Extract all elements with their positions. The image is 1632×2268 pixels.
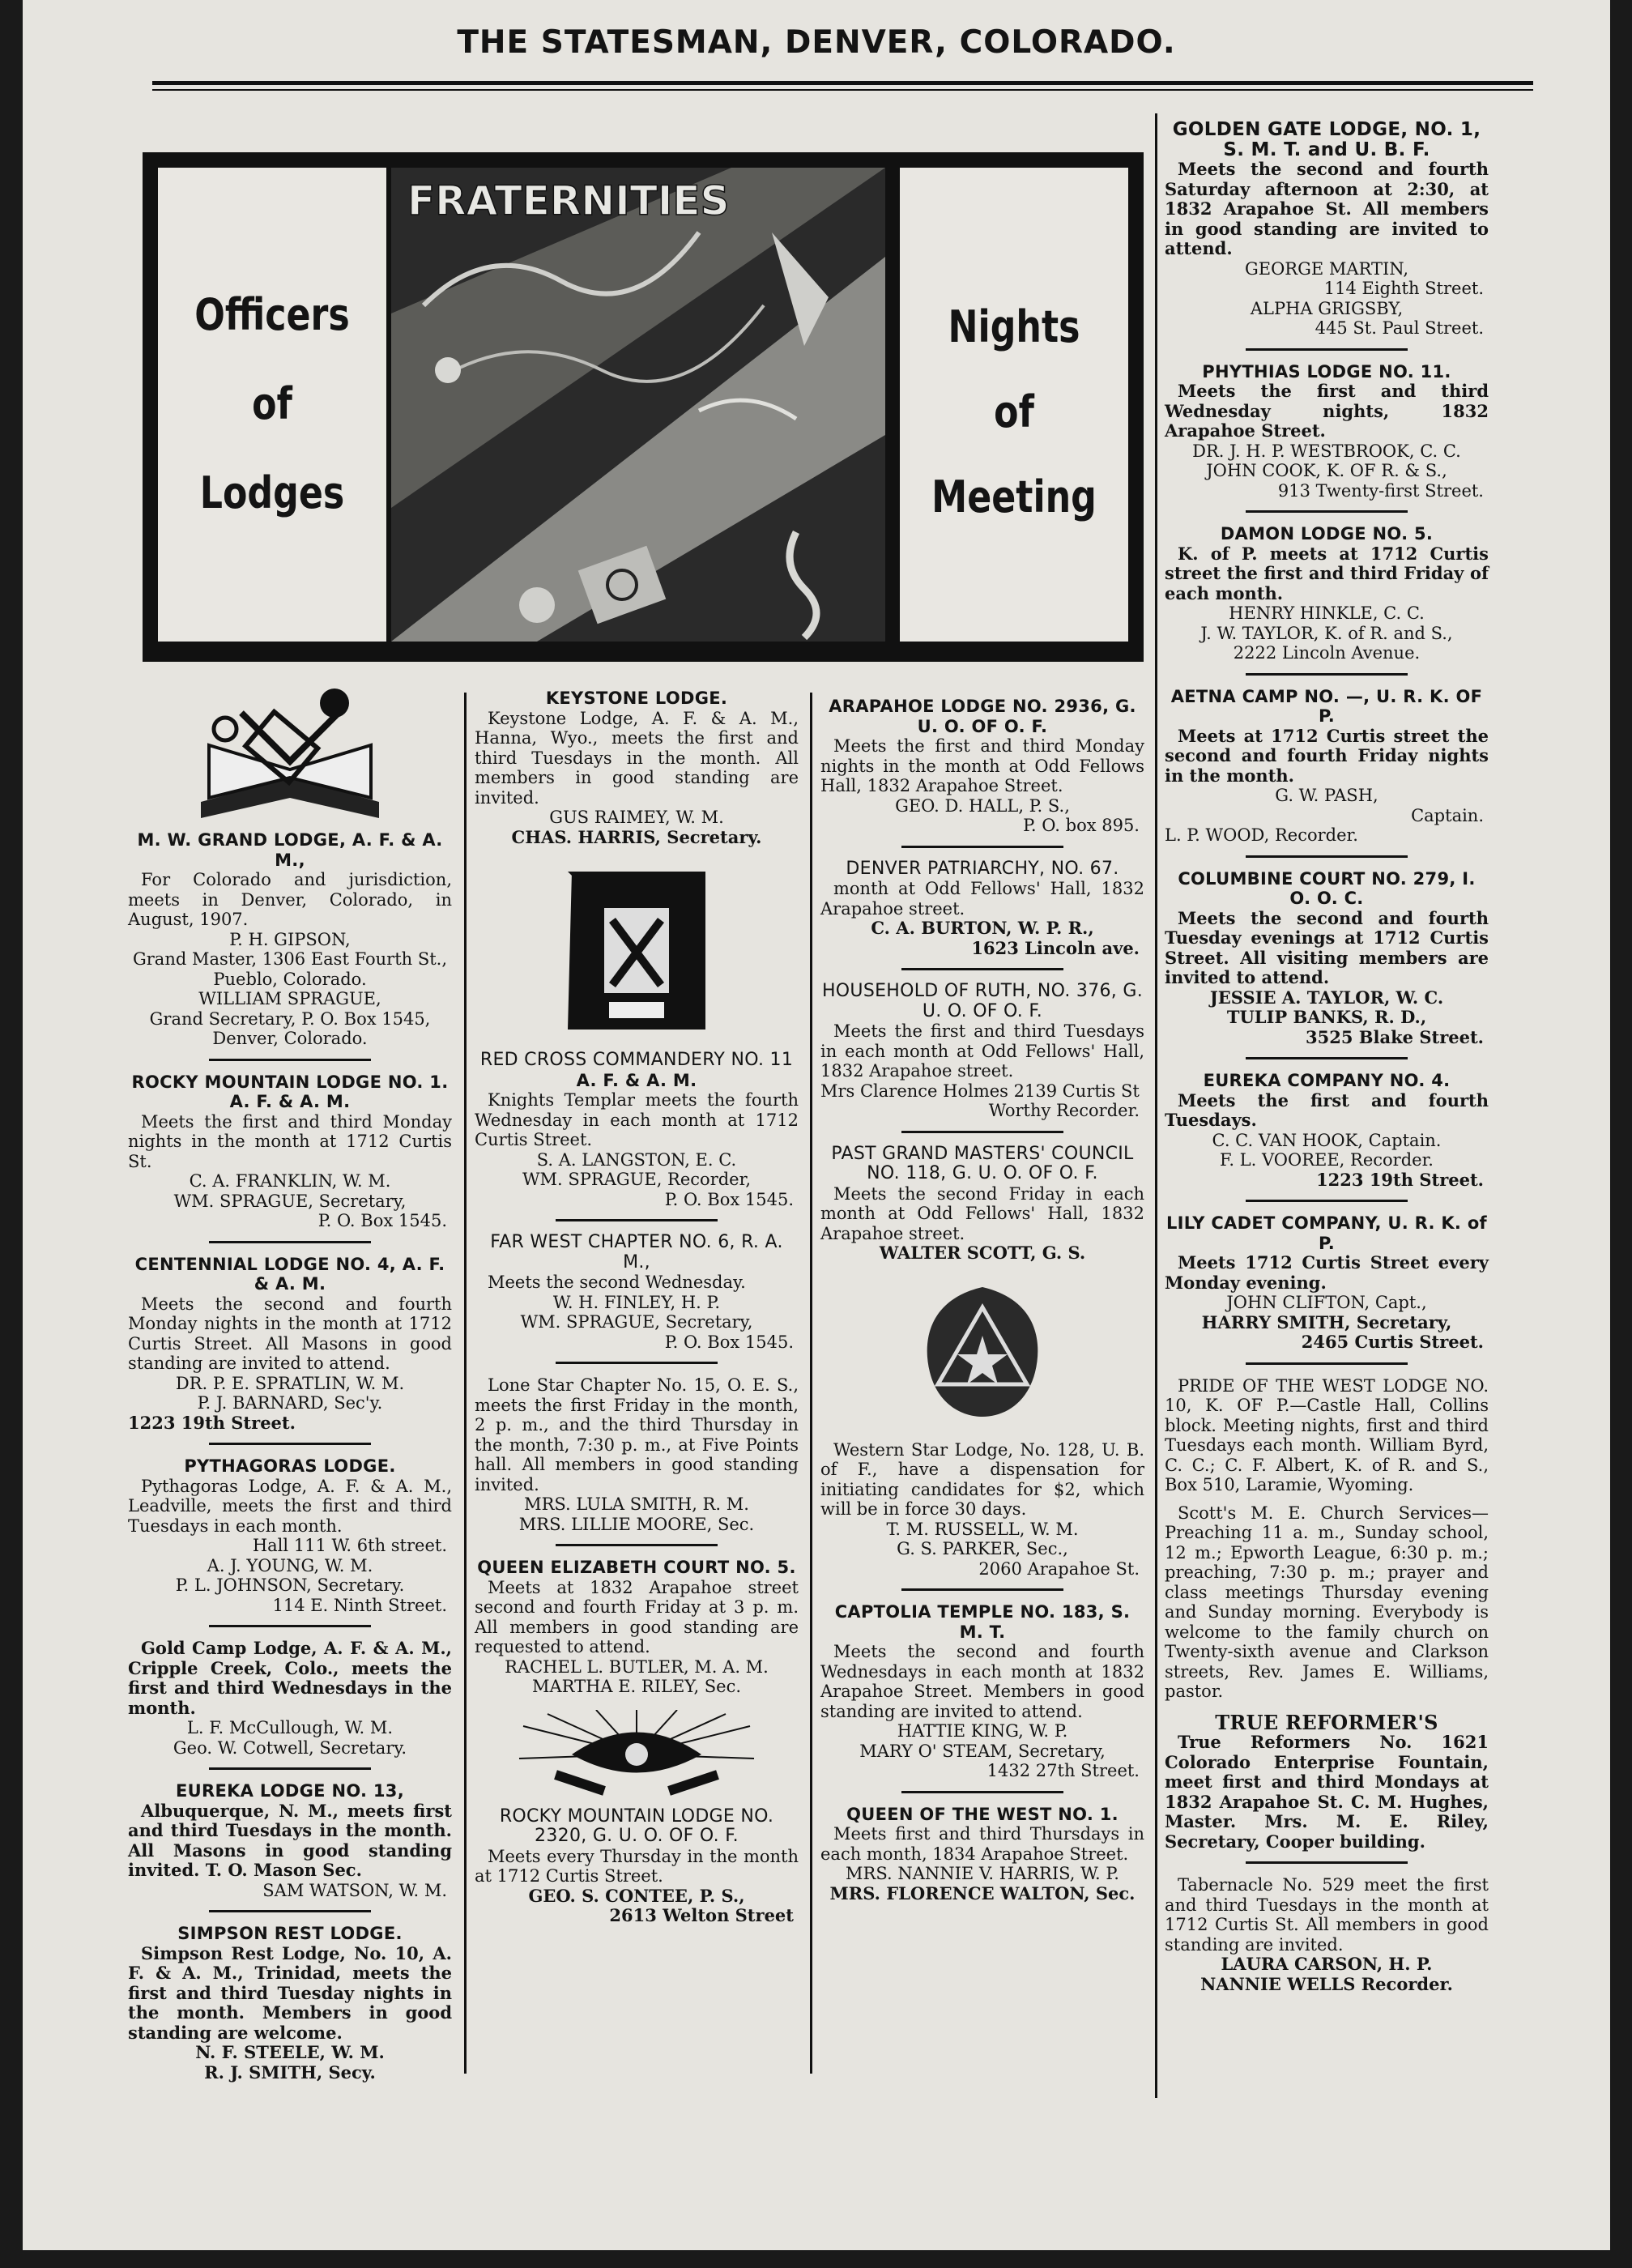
listing-captolia-temple: CAPTOLIA TEMPLE NO. 183, S. M. T. Meets the second and fourth Wednesdays in each month at 1832 Arapahoe Street. Members in good standing are invited to attend. HATTIE KING, W. P. MARY O' STEAM, Secretary, 1432 27th Street. xyxy=(820,1602,1144,1780)
column-2 xyxy=(475,688,799,1929)
listing-grand-lodge: M. W. GRAND LODGE, A. F. & A. M., For Colorado and jurisdiction, meets in Denver, Colorado, in August, 1907. P. H. GIPSON, Grand Master, 1306 East Fourth St., Pueblo, Colorado. WILLIAM SPRAGUE, Grand Secretary, P. O. Box 1545, Denver, Colorado. xyxy=(128,830,452,1048)
listing-household-of-ruth: HOUSEHOLD OF RUTH, NO. 376, G. U. O. OF O. F. Meets the first and third Tuesdays in each month at Odd Fellows' Hall, 1832 Arapahoe street. Mrs Clarence Holmes 2139 Curtis St Worthy Recorder. xyxy=(820,981,1144,1120)
banner-right-line-2: of xyxy=(994,386,1034,437)
separator xyxy=(209,1910,371,1912)
listing-keystone: KEYSTONE LODGE. Keystone Lodge, A. F. & A. M., Hanna, Wyo., meets the first and third Tuesdays in the month. All members in good standing are invited. GUS RAIMEY, W. M. CHAS. HARRIS, Secretary. xyxy=(475,688,799,847)
masonic-bible-icon xyxy=(185,680,395,830)
separator xyxy=(1246,1057,1408,1059)
column-rule-1 xyxy=(464,693,467,2074)
listing-true-reformers: TRUE REFORMER'S True Reformers No. 1621 Colorado Enterprise Fountain, meet first and third Mondays at 1832 Arapahoe St. C. M. Hughes, Master. Mrs. M. E. Riley, Secretary, Cooper building. xyxy=(1165,1710,1489,1852)
column-rule-2 xyxy=(810,693,812,2074)
banner-left-panel xyxy=(158,168,386,642)
listing-simpson-rest: SIMPSON REST LODGE. Simpson Rest Lodge, No. 10, A. F. & A. M., Trinidad, meets the first and third Tuesday nights in the month. Members in good standing are welcome. N. F. STEELE, W. M. R. J. SMITH, Secy. xyxy=(128,1924,452,2083)
banner-left-line-2: of xyxy=(252,378,292,429)
listing-pride-of-the-west: PRIDE OF THE WEST LODGE NO. 10, K. OF P.—Castle Hall, Collins block. Meeting nights, first and third Tuesdays each month. William Byrd, C. C.; C. F. Albert, K. of R. and S., Box 510, Laramie, Wyoming. xyxy=(1165,1375,1489,1494)
banner-right-panel xyxy=(900,168,1128,642)
column-rule-3 xyxy=(1155,113,1157,2098)
banner-left-line-1: Officers xyxy=(194,289,350,340)
banner-right-line-1: Nights xyxy=(948,301,1080,352)
banner-left-line-3: Lodges xyxy=(199,467,345,518)
column-3 xyxy=(820,697,1144,1907)
banner-right-line-3: Meeting xyxy=(931,471,1097,522)
separator xyxy=(209,1625,371,1627)
separator xyxy=(1246,673,1408,676)
separator xyxy=(1246,510,1408,513)
listing-eureka-13: EUREKA LODGE NO. 13, Albuquerque, N. M., meets first and third Tuesdays in the month. All Masons in good standing invited. T. O. Mason Sec. SAM WATSON, W. M. xyxy=(128,1781,452,1900)
fraternities-illustration xyxy=(391,168,885,642)
listing-red-cross: RED CROSS COMMANDERY NO. 11 A. F. & A. M. Knights Templar meets the fourth Wednesday in each month at 1712 Curtis Street. S. A. LANGSTON, E. C. WM. SPRAGUE, Recorder, P. O. Box 1545. xyxy=(475,1050,799,1209)
column-4 xyxy=(1165,120,1489,1997)
listing-far-west: FAR WEST CHAPTER NO. 6, R. A. M., Meets the second Wednesday. W. H. FINLEY, H. P. WM. SPRAGUE, Secretary, P. O. Box 1545. xyxy=(488,1232,794,1352)
listing-arapahoe-2936: ARAPAHOE LODGE NO. 2936, G. U. O. OF O. F. Meets the first and third Monday nights in the month at Odd Fellows Hall, 1832 Arapahoe Street. GEO. D. HALL, P. S., P. O. box 895. xyxy=(820,697,1144,835)
listing-denver-patriarchy: DENVER PATRIARCHY, NO. 67. month at Odd Fellows' Hall, 1832 Arapahoe street. C. A. BURTON, W. P. R., 1623 Lincoln ave. xyxy=(820,858,1144,958)
listing-eureka-company: EUREKA COMPANY NO. 4. Meets the first and fourth Tuesdays. C. C. VAN HOOK, Captain. F. L. VOOREE, Recorder. 1223 19th Street. xyxy=(1165,1071,1489,1190)
listing-tabernacle: Tabernacle No. 529 meet the first and third Tuesdays in the month at 1712 Curtis St. All members in good standing are invited. LAURA CARSON, H. P. NANNIE WELLS Recorder. xyxy=(1165,1875,1489,1994)
column-1 xyxy=(128,680,452,2086)
listing-gold-camp: Gold Camp Lodge, A. F. & A. M., Cripple Creek, Colo., meets the first and third Wednesdays in the month. L. F. McCullough, W. M. Geo. W. Cotwell, Secretary. xyxy=(128,1638,452,1758)
masthead: THE STATESMAN, DENVER, COLORADO. xyxy=(457,24,1176,61)
listing-queen-elizabeth: QUEEN ELIZABETH COURT NO. 5. Meets at 1832 Arapahoe street second and fourth Friday at 3 p. m. All members in good standing are requested to attend. RACHEL L. BUTLER, M. A. M. MARTHA E. RILEY, Sec. xyxy=(475,1558,799,1696)
listing-phythias: PHYTHIAS LODGE NO. 11. Meets the first and third Wednesday nights, 1832 Arapahoe Street. DR. J. H. P. WESTBROOK, C. C. JOHN COOK, K. OF R. & S., 913 Twenty-first Street. xyxy=(1165,361,1489,501)
listing-golden-gate: GOLDEN GATE LODGE, NO. 1, S. M. T. and U. B. F. Meets the second and fourth Saturday afternoon at 2:30, at 1832 Arapahoe St. All members in good standing are invited to attend. GEORGE MARTIN, 114 Eighth Street. ALPHA GRIGSBY, 445 St. Paul Street. xyxy=(1165,119,1489,338)
masthead-rule-thin xyxy=(152,89,1533,91)
separator xyxy=(1246,1362,1408,1365)
separator xyxy=(1246,1200,1408,1202)
separator xyxy=(556,1362,718,1364)
listing-columbine-court: COLUMBINE COURT NO. 279, I. O. O. C. Meets the second and fourth Tuesday evenings at 1712 Curtis Street. All visiting members are invited to attend. JESSIE A. TAYLOR, W. C. TULIP BANKS, R. D., 3525 Blake Street. xyxy=(1165,868,1489,1047)
listing-centennial: CENTENNIAL LODGE NO. 4, A. F. & A. M. Meets the second and fourth Monday nights in the month at 1712 Curtis Street. All Masons in good standing are invited to attend. DR. P. E. SPRATLIN, W. M. P. J. BARNARD, Sec'y. 1223 19th Street. xyxy=(128,1254,452,1433)
separator xyxy=(1246,855,1408,858)
listing-damon: DAMON LODGE NO. 5. K. of P. meets at 1712 Curtis street the first and third Friday of each month. HENRY HINKLE, C. C. J. W. TAYLOR, K. of R. and S., 2222 Lincoln Avenue. xyxy=(1165,524,1489,663)
separator xyxy=(556,1219,718,1221)
page-bottom-edge xyxy=(23,2250,1610,2268)
listing-queen-of-the-west: QUEEN OF THE WEST NO. 1. Meets first and third Thursdays in each month, 1834 Arapahoe Street. MRS. NANNIE V. HARRIS, W. P. MRS. FLORENCE WALTON, Sec. xyxy=(820,1804,1144,1904)
separator xyxy=(901,846,1063,848)
separator xyxy=(901,1791,1063,1793)
fraternities-banner xyxy=(143,152,1144,662)
illustration-title: FRATERNITIES xyxy=(407,177,730,224)
templar-cross-icon xyxy=(556,863,718,1038)
listing-rocky-mountain-2320: ROCKY MOUNTAIN LODGE NO. 2320, G. U. O. OF O. F. Meets every Thursday in the month at 1712 Curtis Street. GEO. S. CONTEE, P. S., 2613 Welton Street xyxy=(475,1805,799,1925)
listing-western-star: Western Star Lodge, No. 128, U. B. of F., have a dispensation for initiating candidates for $2, which will be in force 30 days. T. M. RUSSELL, W. M. G. S. PARKER, Sec., 2060 Arapahoe St. xyxy=(820,1439,1144,1579)
separator xyxy=(1246,1861,1408,1864)
listing-aetna-camp: AETNA CAMP NO. —, U. R. K. OF P. Meets at 1712 Curtis street the second and fourth Friday nights in the month. G. W. PASH, Captain. L. P. WOOD, Recorder. xyxy=(1165,686,1489,845)
listing-lone-star: Lone Star Chapter No. 15, O. E. S., meets the first Friday in the month, 2 p. m., and the third Thursday in the month, 7:30 p. m., at Five Points hall. All members in good standing invited. MRS. LULA SMITH, R. M. MRS. LILLIE MOORE, Sec. xyxy=(475,1375,799,1534)
separator xyxy=(209,1443,371,1445)
listing-lily-cadet: LILY CADET COMPANY, U. R. K. of P. Meets 1712 Curtis Street every Monday evening. JOHN CLIFTON, Capt., HARRY SMITH, Secretary, 2465 Curtis Street. xyxy=(1165,1213,1489,1352)
separator xyxy=(901,968,1063,970)
star-emblem-icon xyxy=(922,1283,1043,1421)
separator xyxy=(209,1767,371,1770)
separator xyxy=(209,1059,371,1061)
listing-pythagoras: PYTHAGORAS LODGE. Pythagoras Lodge, A. F. & A. M., Leadville, meets the first and third Tuesdays in each month. Hall 111 W. 6th street. A. J. YOUNG, W. M. P. L. JOHNSON, Secretary. 114 E. Ninth Street. xyxy=(128,1456,452,1615)
listing-scotts-church: Scott's M. E. Church Services—Preaching 11 a. m., Sunday school, 12 m.; Epworth League, 6:30 p. m.; preaching, 7:30 p. m.; prayer and class meetings Thursday evening and Sunday morning. Everybody is welcome to the family church on Twenty-sixth avenue and Clarkson streets, Rev. James E. Williams, pastor. xyxy=(1165,1503,1489,1701)
listing-past-grand-masters: PAST GRAND MASTERS' COUNCIL NO. 118, G. U. O. OF O. F. Meets the second Friday in each month at Odd Fellows' Hall, 1832 Arapahoe street. WALTER SCOTT, G. S. xyxy=(820,1143,1144,1263)
separator xyxy=(209,1241,371,1243)
masthead-rule xyxy=(152,81,1533,85)
newspaper-page xyxy=(23,0,1610,2268)
separator xyxy=(901,1131,1063,1133)
listing-rocky-mountain-1: ROCKY MOUNTAIN LODGE NO. 1. A. F. & A. M. Meets the first and third Monday nights in the month at 1712 Curtis St. C. A. FRANKLIN, W. M. WM. SPRAGUE, Secretary, P. O. Box 1545. xyxy=(128,1072,452,1230)
separator xyxy=(556,1544,718,1546)
all-seeing-eye-icon xyxy=(515,1710,758,1799)
separator xyxy=(1246,348,1408,351)
separator xyxy=(901,1588,1063,1591)
